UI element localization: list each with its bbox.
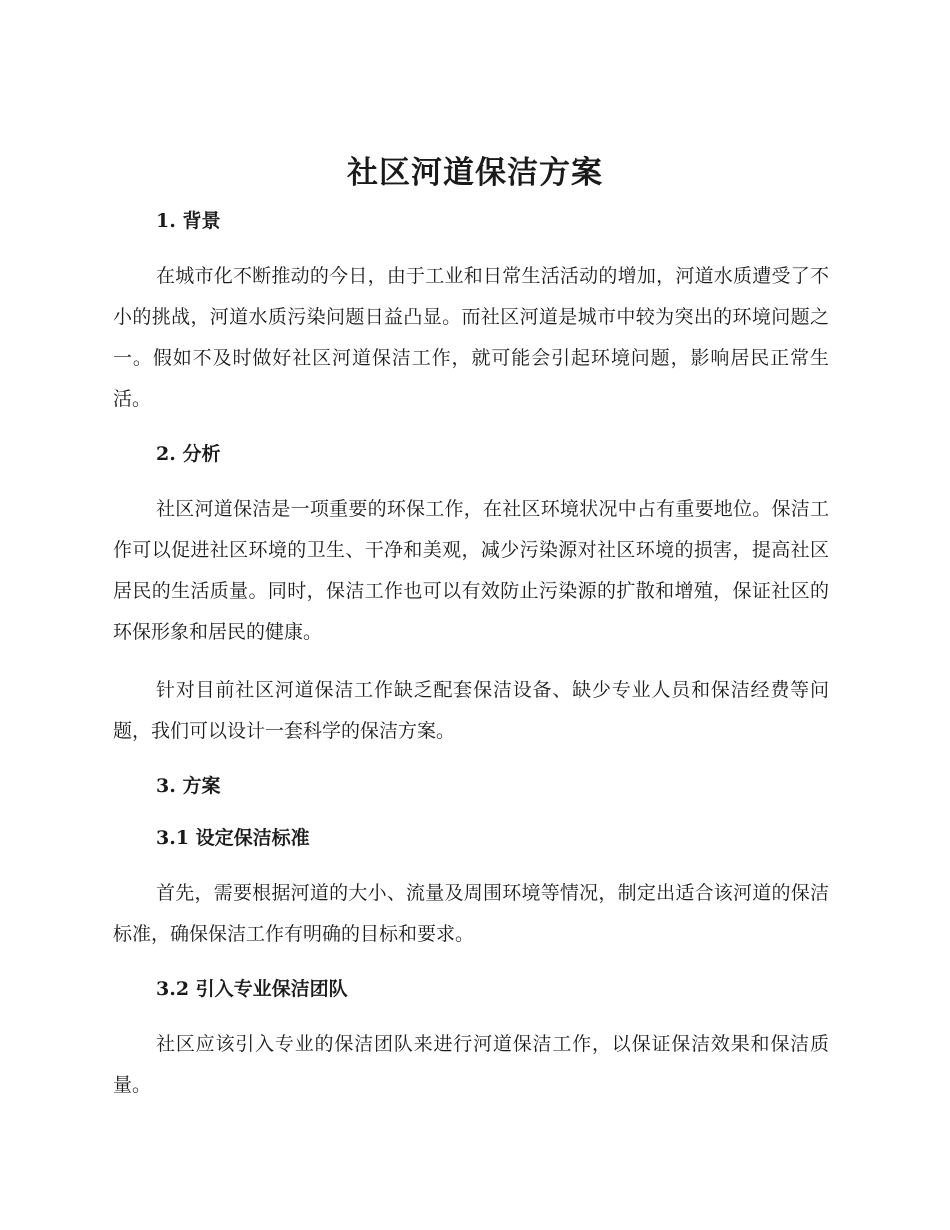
document-body xyxy=(113,203,829,1106)
subsection-heading-standards: 3.1 设定保洁标准 xyxy=(156,827,310,849)
section-heading-background: 1. 背景 xyxy=(156,210,221,232)
analysis-paragraph-2: 针对目前社区河道保洁工作缺乏配套保洁设备、缺少专业人员和保洁经费等问题，我们可以设计一套科学的保洁方案。 xyxy=(113,679,829,742)
section-heading-analysis: 2. 分析 xyxy=(156,443,221,465)
subsection-heading-team: 3.2 引入专业保洁团队 xyxy=(156,978,348,1000)
background-paragraph: 在城市化不断推动的今日，由于工业和日常生活活动的增加，河道水质遭受了不小的挑战，河道水质污染问题日益凸显。而社区河道是城市中较为突出的环境问题之一。假如不及时做好社区河道保洁工作，就可能会引起环境问题，影响居民正常生活。 xyxy=(113,265,829,410)
section-heading-plan: 3. 方案 xyxy=(156,775,221,797)
standards-paragraph: 首先，需要根据河道的大小、流量及周围环境等情况，制定出适合该河道的保洁标准，确保保洁工作有明确的目标和要求。 xyxy=(113,882,829,945)
document-title: 社区河道保洁方案 xyxy=(347,155,603,191)
team-paragraph: 社区应该引入专业的保洁团队来进行河道保洁工作，以保证保洁效果和保洁质量。 xyxy=(113,1033,829,1096)
analysis-paragraph-1: 社区河道保洁是一项重要的环保工作，在社区环境状况中占有重要地位。保洁工作可以促进社区环境的卫生、干净和美观，减少污染源对社区环境的损害，提高社区居民的生活质量。同时，保洁工作也可以有效防止污染源的扩散和增殖，保证社区的环保形象和居民的健康。 xyxy=(113,498,829,643)
